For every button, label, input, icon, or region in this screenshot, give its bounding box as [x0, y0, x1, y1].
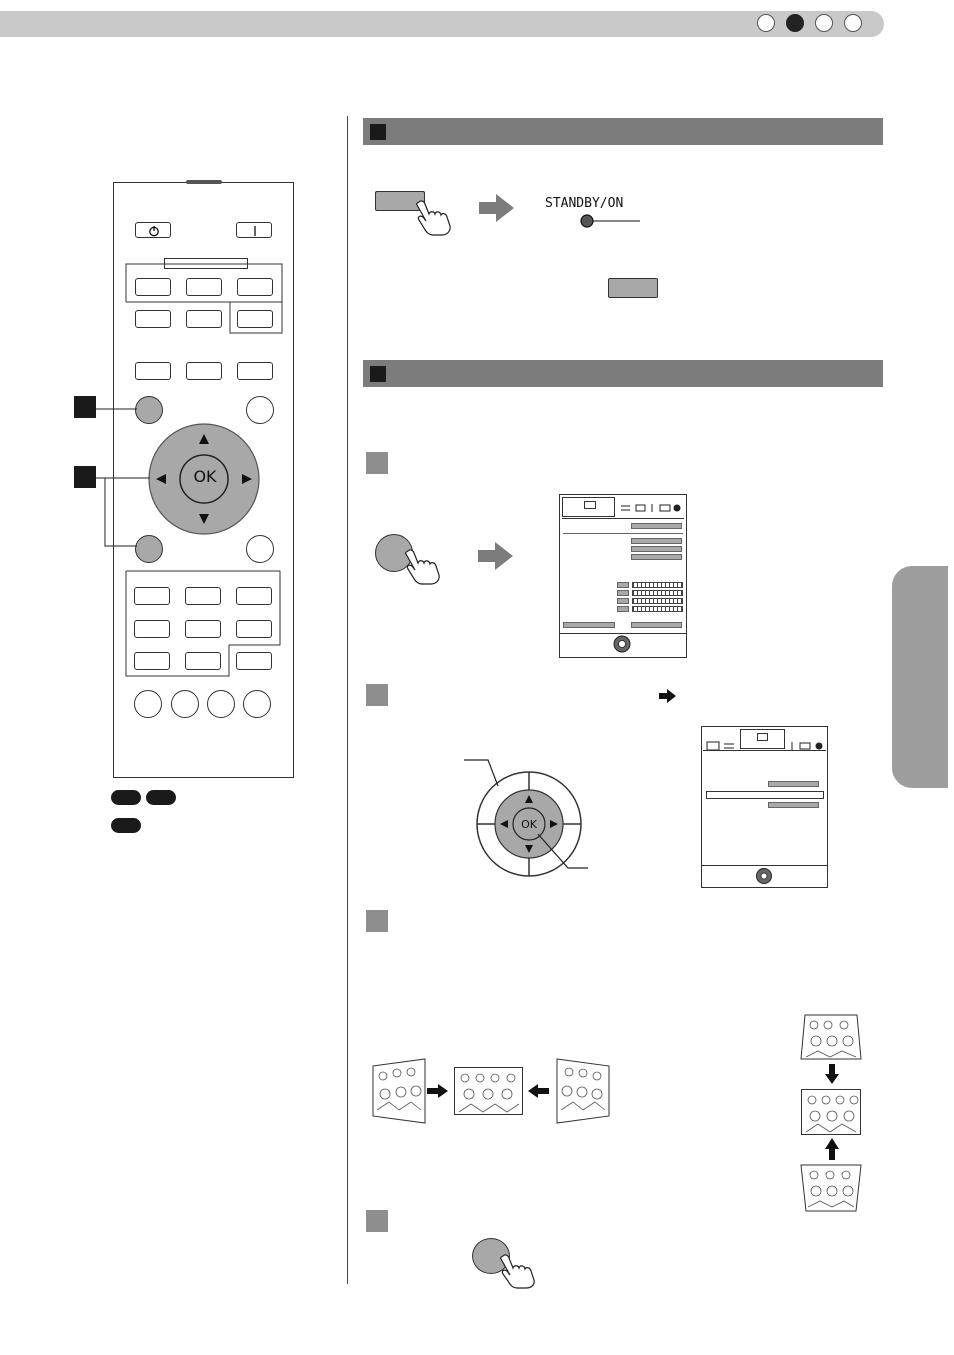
model-pill-2 — [146, 790, 176, 805]
remote-info-button[interactable] — [246, 535, 274, 563]
standby-on-label: STANDBY/ON — [545, 196, 624, 211]
menu-slider-tag-2 — [617, 590, 629, 596]
header-bar — [0, 11, 884, 37]
remote-picture-button-9[interactable] — [236, 652, 272, 670]
remote-ok-label: OK — [193, 467, 217, 486]
small-arrow-icon — [658, 688, 678, 704]
keystone-thumb-center — [454, 1067, 523, 1115]
menu-slider-tag-4 — [617, 606, 629, 612]
keystone-thumb-top — [800, 1013, 862, 1061]
remote-input-button-5[interactable] — [186, 310, 222, 328]
remote-input-button-2[interactable] — [186, 278, 222, 296]
callout-marker-1 — [74, 396, 96, 418]
standby-indicator — [578, 212, 642, 230]
remote-func-button-1[interactable] — [135, 362, 171, 380]
step-2-box — [366, 684, 388, 706]
page-dot-1 — [757, 14, 775, 32]
nav-diagram — [462, 752, 592, 882]
menu2-value-1 — [768, 781, 819, 787]
pointing-hand-icon — [413, 198, 455, 238]
menu2-highlight-row — [706, 791, 824, 799]
keystone-thumb-bottom — [800, 1163, 862, 1213]
step-3-box — [366, 910, 388, 932]
menu-bottom-value-1 — [563, 622, 615, 628]
menu2-footer-line — [702, 865, 827, 866]
menu-slider-2 — [632, 590, 683, 596]
callout-marker-2 — [74, 466, 96, 488]
arrow-left-keystone — [526, 1083, 550, 1099]
step-1-box — [366, 452, 388, 474]
remote-picture-button-8[interactable] — [185, 652, 221, 670]
remote-picture-button-5[interactable] — [185, 620, 221, 638]
remote-round-button-2[interactable] — [171, 690, 199, 718]
menu-divider — [562, 518, 684, 519]
remote-input-button-4[interactable] — [135, 310, 171, 328]
menu-slider-3 — [632, 598, 683, 604]
remote-on-button[interactable] — [236, 222, 272, 238]
section-1-header — [363, 118, 883, 145]
menu2-tab-icon — [757, 733, 768, 741]
menu-tab-icons — [620, 503, 684, 512]
remote-input-button-6[interactable] — [237, 310, 273, 328]
menu-bottom-value-2 — [631, 622, 682, 628]
picture-tab-icon — [584, 501, 596, 509]
remote-input-button-3[interactable] — [237, 278, 273, 296]
remote-round-button-4[interactable] — [243, 690, 271, 718]
model-pill-3 — [111, 818, 141, 833]
menu2-divider — [703, 750, 826, 751]
power-icon — [136, 223, 172, 239]
remote-round-button-1[interactable] — [134, 690, 162, 718]
section-2-marker — [370, 366, 386, 382]
menu-row-line — [563, 533, 683, 534]
page-dot-3 — [815, 14, 833, 32]
inline-button-illustration — [608, 278, 658, 298]
chapter-tab — [892, 566, 948, 788]
menu-slider-tag-3 — [617, 598, 629, 604]
menu2-nav-icon — [755, 867, 773, 885]
section-2-header — [363, 360, 883, 387]
keystone-thumb-middle — [801, 1089, 861, 1135]
page-dot-2 — [786, 14, 804, 32]
remote-picture-button-6[interactable] — [236, 620, 272, 638]
arrow-up-keystone — [824, 1137, 840, 1161]
pointing-hand-icon-3 — [497, 1252, 539, 1290]
remote-picture-button-3[interactable] — [236, 587, 272, 605]
callout-lines — [95, 404, 155, 549]
remote-picture-button-1[interactable] — [134, 587, 170, 605]
menu2-value-2 — [768, 802, 819, 808]
menu-value-1 — [631, 523, 682, 529]
menu-value-2 — [631, 538, 682, 544]
menu-slider-1 — [632, 582, 683, 588]
on-icon — [237, 223, 273, 239]
remote-ir-window — [186, 180, 222, 184]
menu-value-3 — [631, 546, 682, 552]
model-pill-1 — [111, 790, 141, 805]
menu-slider-4 — [632, 606, 683, 612]
arrow-right-keystone — [426, 1083, 450, 1099]
menu2-tab-icons-left — [706, 736, 739, 746]
remote-picture-button-4[interactable] — [134, 620, 170, 638]
step-4-box — [366, 1210, 388, 1232]
remote-func-button-2[interactable] — [186, 362, 222, 380]
page-dot-4 — [844, 14, 862, 32]
nav-ok-label: OK — [521, 818, 537, 831]
right-arrow-icon — [478, 193, 516, 223]
remote-func-button-3[interactable] — [237, 362, 273, 380]
menu2-tab-icons-right — [788, 736, 826, 746]
remote-standby-button[interactable] — [135, 222, 171, 238]
right-arrow-icon-2 — [477, 541, 515, 571]
menu-value-4 — [631, 554, 682, 560]
pointing-hand-icon-2 — [402, 547, 444, 587]
remote-hide-button[interactable] — [246, 396, 274, 424]
keystone-thumb-right — [555, 1058, 611, 1124]
menu-nav-icon — [612, 635, 632, 653]
arrow-down-keystone — [824, 1063, 840, 1085]
column-divider — [347, 116, 348, 1284]
menu-slider-tag-1 — [617, 582, 629, 588]
remote-input-button-1[interactable] — [135, 278, 171, 296]
remote-picture-button-7[interactable] — [134, 652, 170, 670]
remote-picture-button-2[interactable] — [185, 587, 221, 605]
keystone-thumb-left — [371, 1058, 427, 1124]
remote-round-button-3[interactable] — [207, 690, 235, 718]
section-1-marker — [370, 124, 386, 140]
menu-footer-line — [560, 633, 686, 634]
